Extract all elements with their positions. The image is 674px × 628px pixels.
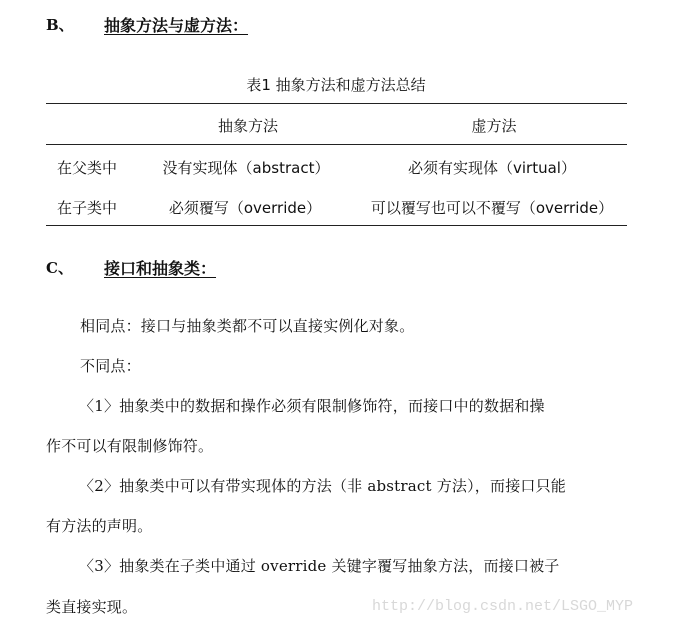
paragraph-point-3-line-1: 〈3〉抽象类在子类中通过 override 关键字覆写抽象方法，而接口被子: [79, 557, 560, 575]
paragraph-difference-label: 不同点：: [80, 357, 141, 375]
section-c-title: 接口和抽象类：: [104, 259, 217, 278]
section-c-letter: C、: [46, 259, 73, 277]
cell-abstract-child: 必须覆写（override）: [168, 199, 322, 217]
header-abstract-method: 抽象方法: [217, 117, 279, 135]
header-virtual-method: 虚方法: [471, 117, 517, 135]
paragraph-point-1-line-1: 〈1〉抽象类中的数据和操作必须有限制修饰符，而接口中的数据和操: [79, 397, 545, 415]
table-top-rule: [46, 103, 627, 104]
table-caption: 表1 抽象方法和虚方法总结: [246, 76, 426, 94]
paragraph-point-3-line-2: 类直接实现。: [46, 598, 138, 616]
cell-virtual-parent: 必须有实现体（virtual）: [408, 159, 576, 177]
paragraph-point-2-line-2: 有方法的声明。: [46, 517, 153, 535]
table-header-rule: [46, 144, 627, 145]
table-bottom-rule: [46, 225, 627, 226]
section-b-title: 抽象方法与虚方法：: [104, 16, 249, 35]
section-b-letter: B、: [46, 16, 74, 34]
paragraph-point-1-line-2: 作不可以有限制修饰符。: [46, 437, 214, 455]
watermark-url: http://blog.csdn.net/LSGO_MYP: [372, 598, 634, 615]
paragraph-similarity: 相同点：接口与抽象类都不可以直接实例化对象。: [80, 317, 415, 335]
cell-abstract-parent: 没有实现体（abstract）: [162, 159, 330, 177]
paragraph-point-2-line-1: 〈2〉抽象类中可以有带实现体的方法（非 abstract 方法），而接口只能: [79, 477, 566, 495]
row-label-parent: 在父类中: [57, 159, 118, 177]
row-label-child: 在子类中: [57, 199, 118, 217]
cell-virtual-child: 可以覆写也可以不覆写（override）: [370, 199, 614, 217]
